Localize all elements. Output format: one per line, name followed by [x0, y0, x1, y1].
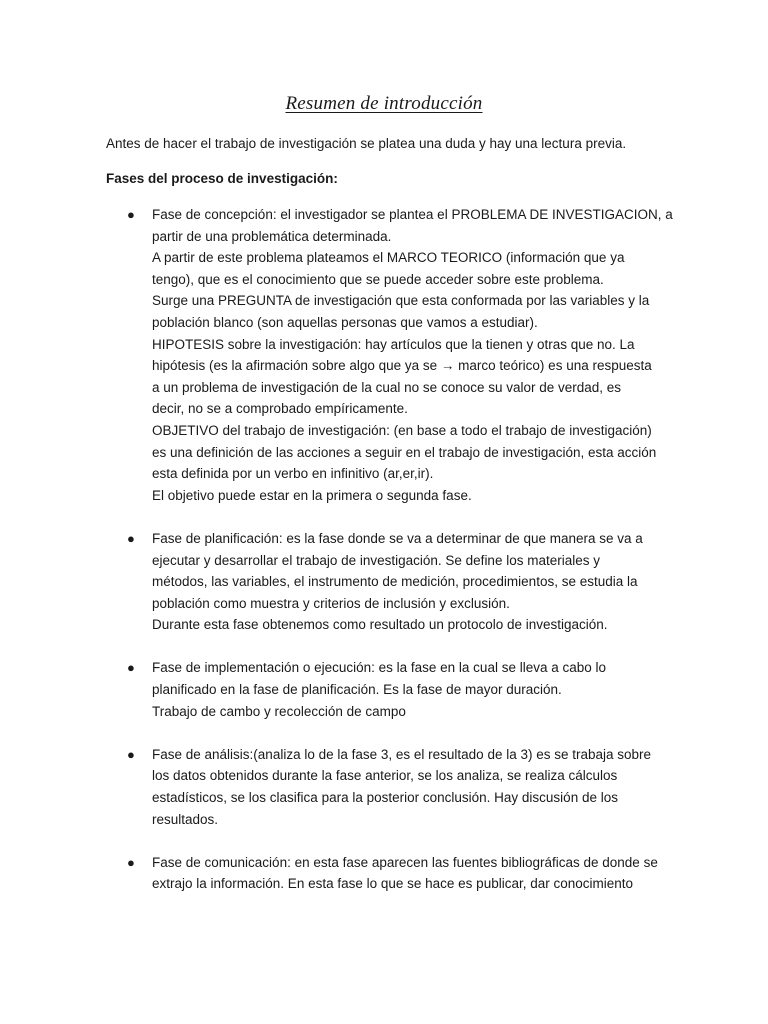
list-item — [0, 528, 768, 636]
text-line: esta definida por un verbo en infinitivo (ar,er,ir). — [152, 466, 434, 482]
text-line: Surge una PREGUNTA de investigación que esta conformada por las variables y la — [152, 293, 650, 309]
text-line: HIPOTESIS sobre la investigación: hay artículos que la tienen y otras que no. La — [152, 336, 635, 352]
phase-body — [152, 204, 672, 506]
bullet-icon: ● — [127, 746, 135, 762]
phase-body — [152, 852, 672, 895]
text-line: extrajo la información. En esta fase lo que se hace es publicar, dar conocimiento — [152, 876, 634, 892]
phase-body — [152, 528, 672, 636]
text-line: población blanco (son aquellas personas que vamos a estudiar). — [152, 314, 538, 330]
text-line: planificado en la fase de planificación. Es la fase de mayor duración. — [152, 682, 562, 698]
text-line: hipótesis (es la afirmación sobre algo que ya se → marco teórico) es una respuesta — [152, 358, 652, 374]
text-line: estadísticos, se los clasifica para la posterior conclusión. Hay discusión de los — [152, 790, 618, 806]
fases-heading: Fases del proceso de investigación: — [106, 171, 338, 186]
bullet-icon: ● — [127, 207, 135, 222]
text-line: decir, no se a comprobado empíricamente. — [152, 401, 408, 417]
text-line: Durante esta fase obtenemos como resultado un protocolo de investigación. — [152, 617, 608, 633]
text-line: tengo), que es el conocimiento que se puede acceder sobre este problema. — [152, 271, 604, 287]
intro-paragraph: Antes de hacer el trabajo de investigación se platea una duda y hay una lectura previa. — [106, 136, 627, 151]
text-line: los datos obtenidos durante la fase anterior, se los analiza, se realiza cálculos — [152, 768, 618, 784]
text-line: OBJETIVO del trabajo de investigación: (en base a todo el trabajo de investigación) — [152, 422, 652, 438]
text-line: Fase de comunicación: en esta fase aparecen las fuentes bibliográficas de donde se — [152, 854, 658, 870]
bullet-icon: ● — [127, 660, 135, 676]
text-line: población como muestra y criterios de inclusión y exclusión. — [152, 595, 510, 611]
text-line: ejecutar y desarrollar el trabajo de investigación. Se define los materiales y — [152, 552, 600, 568]
text-line: es una definición de las acciones a seguir en el trabajo de investigación, esta acción — [152, 444, 657, 460]
list-item — [0, 204, 768, 506]
phase-body — [152, 657, 672, 722]
bullet-icon: ● — [127, 530, 135, 546]
phase-body — [152, 744, 672, 830]
bullet-icon: ● — [127, 854, 135, 870]
text-line: resultados. — [152, 811, 219, 827]
text-line: a un problema de investigación de la cual no se conoce su valor de verdad, es — [152, 379, 622, 395]
phase-list — [0, 204, 768, 917]
text-line: Trabajo de cambo y recolección de campo — [152, 703, 406, 719]
list-item — [0, 744, 768, 830]
text-line: Fase de concepción: el investigador se plantea el PROBLEMA DE INVESTIGACION, a — [152, 207, 673, 222]
document-title: Resumen de introducción — [285, 93, 483, 114]
list-item — [0, 657, 768, 722]
text-line: El objetivo puede estar en la primera o segunda fase. — [152, 487, 472, 503]
text-line: A partir de este problema plateamos el MARCO TEORICO (información que ya — [152, 250, 625, 266]
text-line: Fase de implementación o ejecución: es la fase en la cual se lleva a cabo lo — [152, 660, 607, 676]
text-line: Fase de planificación: es la fase donde se va a determinar de que manera se va a — [152, 530, 643, 546]
text-line: métodos, las variables, el instrumento de medición, procedimientos, se estudia la — [152, 574, 638, 590]
text-line: Fase de análisis:(analiza lo de la fase 3, es el resultado de la 3) es se trabaja sobre — [152, 746, 652, 762]
text-line: partir de una problemática determinada. — [152, 228, 392, 244]
list-item — [0, 852, 768, 895]
